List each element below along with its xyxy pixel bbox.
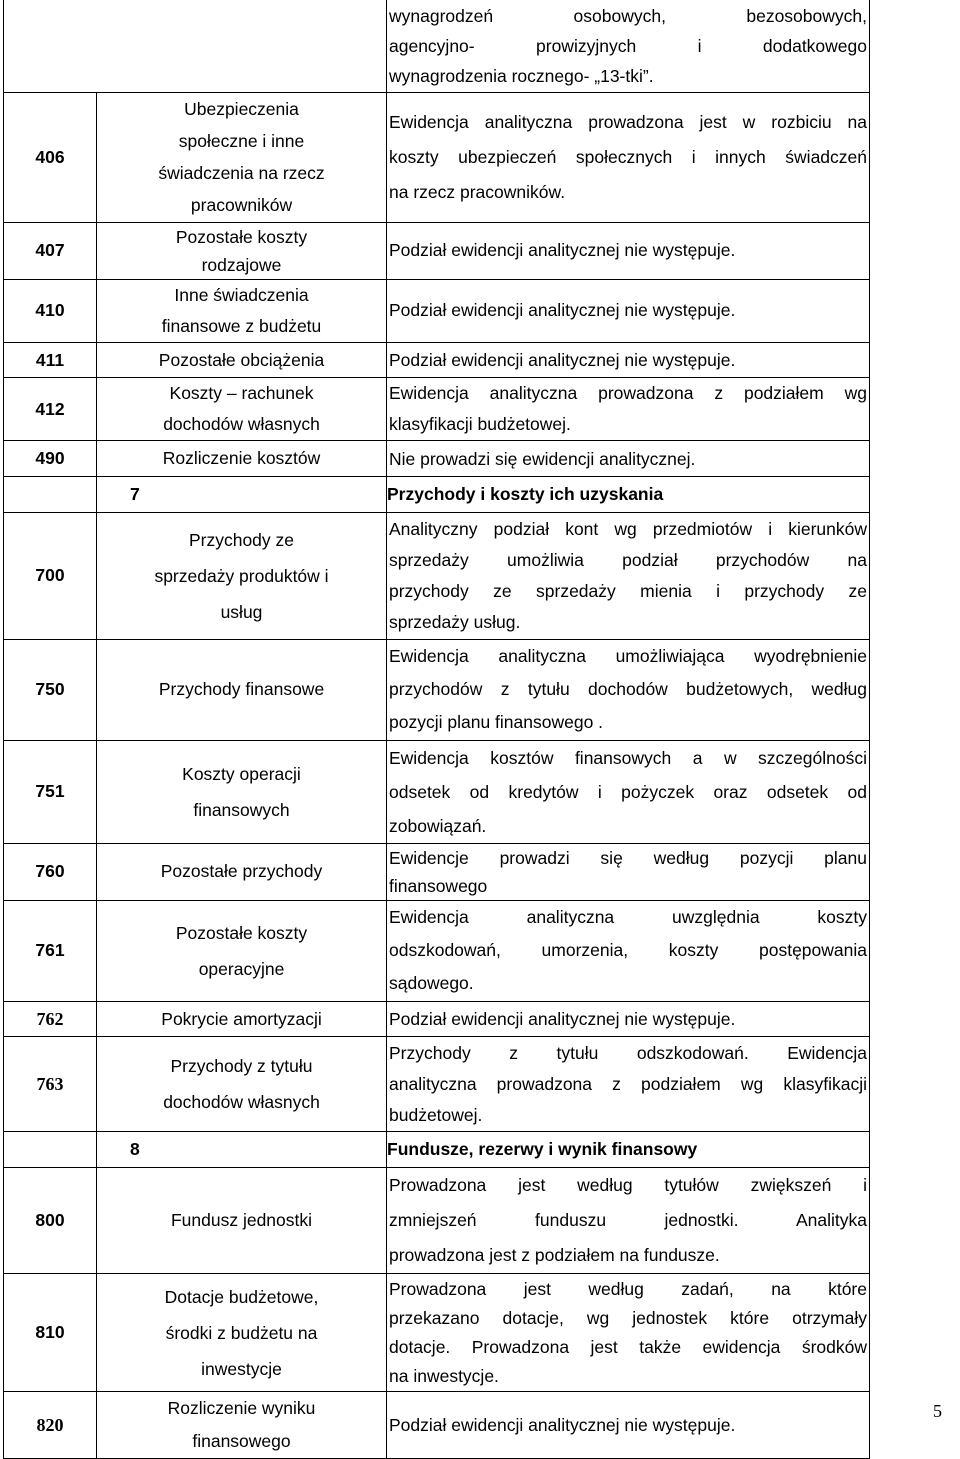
page-number: 5	[933, 1401, 942, 1421]
table-row	[4, 1274, 870, 1392]
description-line: Ewidencje prowadzi się według pozycji planu	[389, 847, 867, 868]
table-row	[4, 1037, 870, 1132]
account-code: 800	[4, 1168, 97, 1274]
account-name-line: Inne świadczenia	[174, 284, 309, 305]
description-line: koszty ubezpieczeń społecznych i innych świadczeń	[389, 146, 867, 167]
account-code: 411	[4, 342, 97, 378]
account-name-line: Przychody z tytułu	[170, 1056, 313, 1077]
description-line: analityczna prowadzona z podziałem wg klasyfikacji	[389, 1073, 867, 1094]
empty-cell	[4, 0, 387, 92]
account-name-line: Ubezpieczenia	[184, 99, 299, 119]
description-line: sprzedaży umożliwia podział przychodów na	[389, 549, 867, 570]
accounts-table	[3, 0, 870, 1459]
account-name-line: świadczenia na rzecz	[158, 163, 325, 183]
account-description	[387, 222, 870, 279]
description-line: Podział ewidencji analitycznej nie występuje.	[389, 1008, 736, 1029]
account-name	[97, 1392, 387, 1459]
description-line: Przychody z tytułu odszkodowań. Ewidencja	[389, 1042, 867, 1063]
account-name-line: dochodów własnych	[163, 1092, 320, 1113]
account-name: Przychody finansowe	[97, 639, 387, 740]
account-description	[387, 740, 870, 843]
account-code: 760	[4, 843, 97, 900]
account-code: 410	[4, 279, 97, 342]
description-line: na rzecz pracowników.	[389, 181, 566, 202]
description-line: Podział ewidencji analitycznej nie występuje.	[389, 349, 736, 370]
account-code: 810	[4, 1274, 97, 1392]
account-name-line: rodzajowe	[201, 254, 282, 275]
description-line: prowadzona jest z podziałem na fundusze.	[389, 1245, 720, 1266]
description-line: Ewidencja analityczna prowadzona jest w rozbiciu na	[389, 111, 867, 132]
account-name-line: Koszty – rachunek	[169, 383, 314, 404]
account-name: Pozostałe przychody	[97, 843, 387, 900]
empty-cell	[4, 476, 97, 512]
account-name	[97, 1037, 387, 1132]
section-number: 7	[97, 476, 387, 512]
account-description	[387, 279, 870, 342]
description-line: zobowiązań.	[389, 815, 487, 836]
description-line: Podział ewidencji analitycznej nie występuje.	[389, 1414, 736, 1435]
account-name-line: operacyjne	[198, 958, 285, 979]
account-name: Pokrycie amortyzacji	[97, 1001, 387, 1037]
account-code: 700	[4, 512, 97, 639]
account-name	[97, 1274, 387, 1392]
account-description	[387, 1037, 870, 1132]
table-row	[4, 441, 870, 477]
description-line: klasyfikacji budżetowej.	[389, 414, 571, 435]
account-code: 751	[4, 740, 97, 843]
account-description	[387, 1001, 870, 1037]
account-name-line: finansowe z budżetu	[161, 315, 322, 336]
description-line: wynagrodzeń osobowych, bezosobowych,	[389, 5, 867, 26]
table-row	[4, 378, 870, 441]
account-code: 763	[4, 1037, 97, 1132]
account-name	[97, 222, 387, 279]
table-row	[4, 1392, 870, 1459]
table-row	[4, 279, 870, 342]
account-name-line: społeczne i inne	[178, 131, 305, 151]
table-row	[4, 476, 870, 512]
account-name: Pozostałe obciążenia	[97, 342, 387, 378]
description-line: wynagrodzenia rocznego- „13-tki”.	[389, 65, 654, 86]
account-description	[387, 1274, 870, 1392]
account-description	[387, 441, 870, 477]
description-line: Analityczny podział kont wg przedmiotów i kierunków	[389, 518, 867, 539]
table-row	[4, 900, 870, 1001]
description-line: sprzedaży usług.	[389, 611, 521, 632]
description-line: Ewidencja kosztów finansowych a w szczególności	[389, 747, 867, 768]
account-name-line: pracowników	[190, 195, 293, 215]
section-number: 8	[97, 1132, 387, 1168]
account-code: 820	[4, 1392, 97, 1459]
account-name	[97, 378, 387, 441]
account-name-line: Rozliczenie wyniku	[167, 1398, 316, 1419]
table-row	[4, 639, 870, 740]
account-description	[387, 342, 870, 378]
table-row	[4, 342, 870, 378]
table-row	[4, 92, 870, 222]
account-name	[97, 512, 387, 639]
account-description	[387, 0, 870, 92]
description-line: Ewidencja analityczna prowadzona z podziałem wg	[389, 383, 867, 404]
account-name	[97, 900, 387, 1001]
description-line: przychody ze sprzedaży mienia i przychody ze	[389, 580, 867, 601]
account-name-line: inwestycje	[201, 1358, 282, 1379]
account-code: 761	[4, 900, 97, 1001]
description-line: Nie prowadzi się ewidencji analitycznej.	[389, 448, 696, 469]
account-description	[387, 1392, 870, 1459]
description-line: odszkodowań, umorzenia, koszty postępowania	[389, 940, 867, 961]
description-line: finansowego	[389, 875, 488, 896]
description-line: pozycji planu finansowego .	[389, 712, 604, 733]
description-line: sądowego.	[389, 973, 474, 994]
account-name-line: finansowych	[193, 799, 290, 820]
empty-cell	[4, 1132, 97, 1168]
account-name-line: dochodów własnych	[163, 414, 320, 435]
description-line: Ewidencja analityczna uwzględnia koszty	[389, 907, 867, 928]
description-line: Prowadzona jest według tytułów zwiększeń i	[389, 1175, 867, 1196]
account-name	[97, 740, 387, 843]
section-title: Przychody i koszty ich uzyskania	[387, 476, 870, 512]
table-row	[4, 1001, 870, 1037]
account-description	[387, 512, 870, 639]
account-code: 406	[4, 92, 97, 222]
account-name	[97, 92, 387, 222]
description-line: przychodów z tytułu dochodów budżetowych, według	[389, 679, 867, 700]
account-name-line: środki z budżetu na	[165, 1322, 318, 1343]
account-description	[387, 92, 870, 222]
description-line: Podział ewidencji analitycznej nie występuje.	[389, 300, 736, 320]
account-name-line: Pozostałe koszty	[175, 922, 308, 943]
description-line: Podział ewidencji analitycznej nie występuje.	[389, 240, 736, 260]
account-description	[387, 378, 870, 441]
account-description	[387, 639, 870, 740]
account-name: Rozliczenie kosztów	[97, 441, 387, 477]
account-code: 490	[4, 441, 97, 477]
account-description	[387, 900, 870, 1001]
description-line: dotacje. Prowadzona jest także ewidencja środków	[389, 1336, 867, 1357]
table-row	[4, 843, 870, 900]
account-name-line: Dotacje budżetowe,	[164, 1286, 319, 1307]
account-code: 412	[4, 378, 97, 441]
description-line: przekazano dotacje, wg jednostek które otrzymały	[389, 1307, 867, 1328]
table-row	[4, 222, 870, 279]
table-row	[4, 1132, 870, 1168]
description-line: na inwestycje.	[389, 1365, 499, 1386]
table-row	[4, 512, 870, 639]
table-row	[4, 740, 870, 843]
account-description	[387, 843, 870, 900]
description-line: Prowadzona jest według zadań, na które	[389, 1278, 867, 1299]
account-name-line: finansowego	[192, 1431, 291, 1452]
account-code: 407	[4, 222, 97, 279]
account-name	[97, 279, 387, 342]
description-line: zmniejszeń funduszu jednostki. Analityka	[389, 1210, 867, 1231]
account-name-line: Przychody ze	[188, 529, 295, 550]
description-line: agencyjno- prowizyjnych i dodatkowego	[389, 35, 867, 56]
table-row	[4, 0, 870, 92]
account-name: Fundusz jednostki	[97, 1168, 387, 1274]
account-name-line: Koszty operacji	[182, 763, 301, 784]
description-line: odsetek od kredytów i pożyczek oraz odsetek od	[389, 781, 867, 802]
table-row	[4, 1168, 870, 1274]
description-line: Ewidencja analityczna umożliwiająca wyodrębnienie	[389, 646, 867, 667]
account-code: 750	[4, 639, 97, 740]
description-line: budżetowej.	[389, 1104, 483, 1125]
account-name-line: sprzedaży produktów i	[154, 565, 329, 586]
account-name-line: usług	[220, 601, 263, 622]
account-code: 762	[4, 1001, 97, 1037]
account-name-line: Pozostałe koszty	[175, 226, 308, 247]
account-description	[387, 1168, 870, 1274]
section-title: Fundusze, rezerwy i wynik finansowy	[387, 1132, 870, 1168]
